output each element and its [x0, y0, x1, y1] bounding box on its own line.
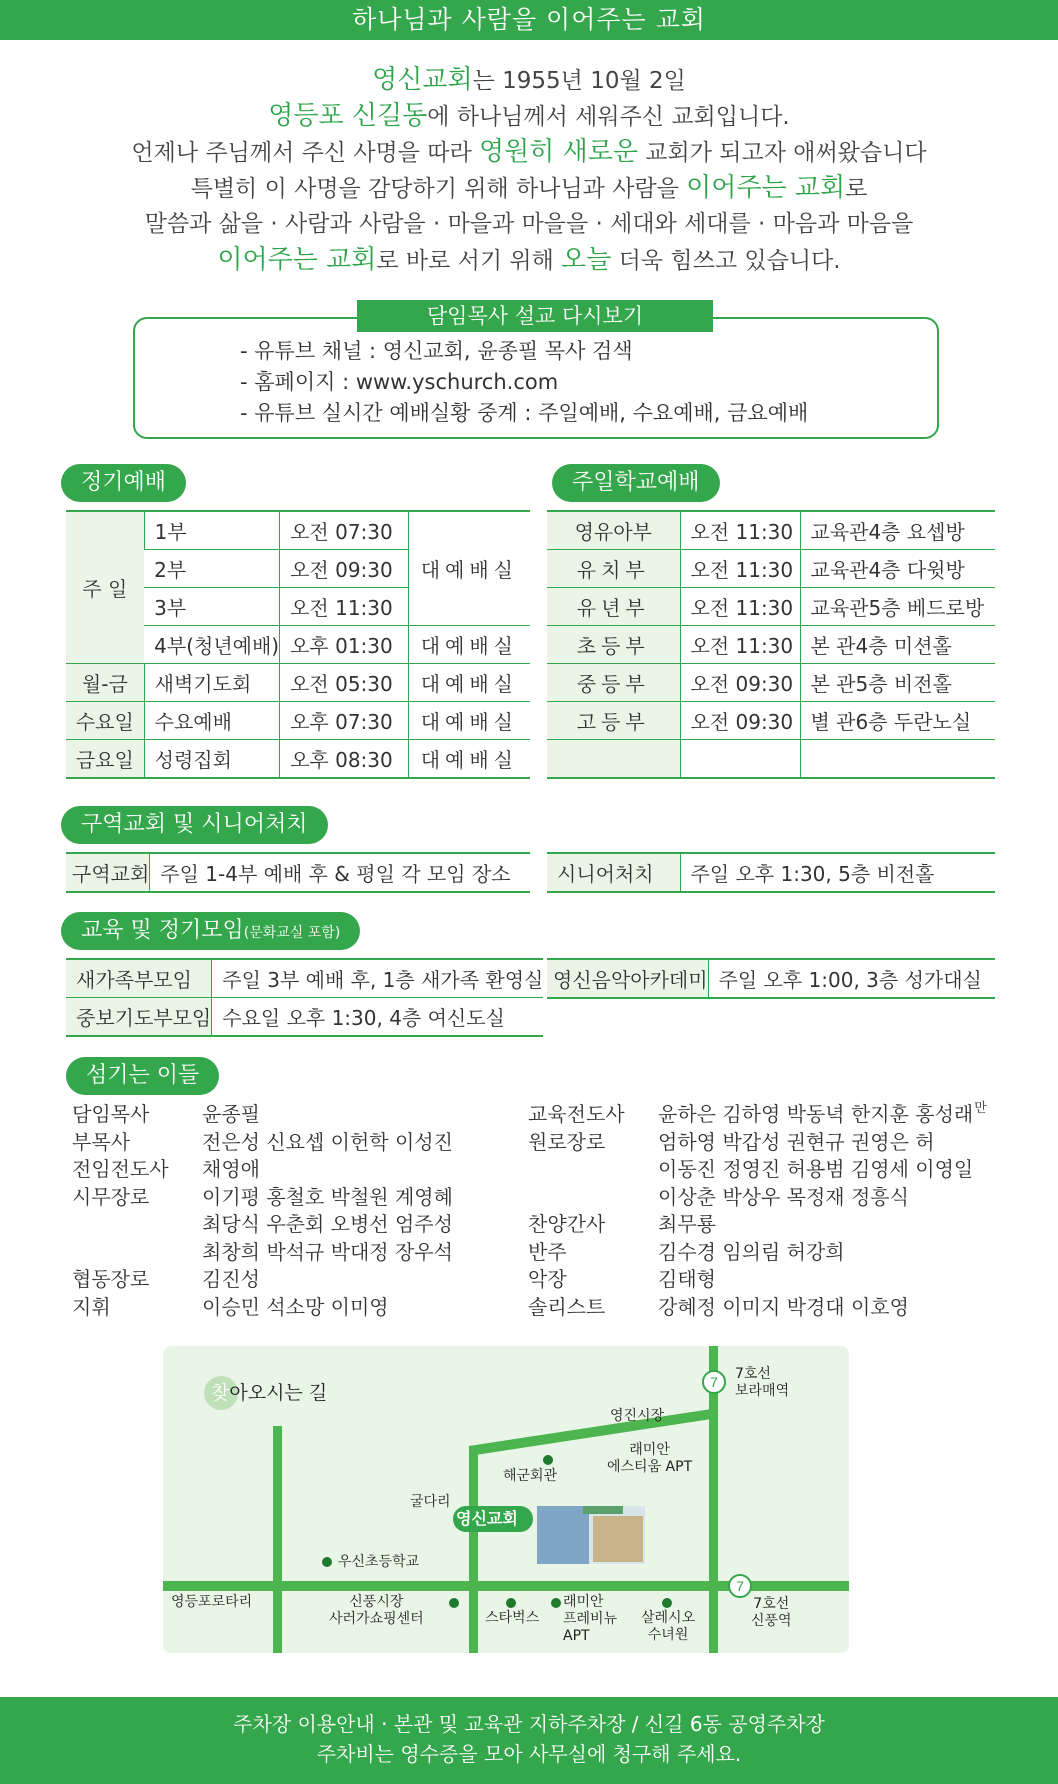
- market-dot: [449, 1598, 459, 1608]
- table-row: 새가족부모임 주일 3부 예배 후, 1층 새가족 환영실: [66, 959, 543, 998]
- parking-fee-info: 주차비는 영수증을 모아 사무실에 청구해 주세요.: [316, 1742, 742, 1766]
- intro-text: [0, 62, 1058, 278]
- table-row: 중보기도부모임 수요일 오후 1:30, 4층 여신도실: [66, 998, 543, 1037]
- servers-right-list: [528, 1101, 987, 1321]
- table-row: 주 일 1부 오전 07:30 대예배실: [66, 511, 530, 550]
- starbucks-dot: [506, 1598, 516, 1608]
- station-boramae-number: 7: [710, 1374, 718, 1390]
- servers-left-list: [72, 1101, 453, 1321]
- page-title-bar: [0, 0, 1058, 40]
- education-table: [66, 958, 543, 1037]
- sermon-lines: [240, 336, 808, 429]
- station-boramae-label: 7호선 보라매역: [735, 1366, 790, 1399]
- station-sinpung-label: 7호선 신풍역: [751, 1596, 792, 1629]
- salesio-dot: [662, 1598, 672, 1608]
- station-sinpung-number: 7: [736, 1578, 744, 1594]
- center-road: [469, 1446, 478, 1653]
- list-item: 전임전도사 채영애: [72, 1157, 260, 1181]
- list-item: 원로장로 엄하영 박갑성 권현규 권영은 허: [528, 1129, 935, 1154]
- academy-table: [547, 958, 995, 999]
- intro-line-4: 특별히 이 사명을 감당하기 위해 하나님과 사람을 이어주는 교회로: [190, 173, 868, 203]
- table-row: 수요일 수요예배 오후 07:30 대예배실: [66, 702, 530, 740]
- sermon-homepage: - 홈페이지 : www.yschurch.com: [240, 370, 559, 394]
- sunday-school-title: 주일학교예배: [552, 464, 720, 502]
- table-row: 초등부 오전 11:30 본 관4층 미션홀: [547, 626, 995, 664]
- table-row: 3부 오전 11:30: [66, 588, 530, 626]
- list-item: 부목사 전은성 신요셉 이헌학 이성진: [72, 1129, 453, 1154]
- sinpung-market-label: 신풍시장 사러가쇼핑센터: [329, 1594, 424, 1627]
- table-row: 2부 오전 09:30: [66, 550, 530, 588]
- intro-line-2: 영등포 신길동에 하나님께서 세워주신 교회입니다.: [268, 101, 790, 131]
- church-label: 영신교회: [456, 1509, 518, 1528]
- school-label: 우신초등학교: [338, 1554, 420, 1570]
- sunday-label: 주 일: [66, 511, 144, 664]
- list-item: 담임목사 윤종필: [72, 1102, 260, 1126]
- list-item: 솔리스트 강혜정 이미지 박경대 이호영: [528, 1294, 909, 1319]
- church-building: [537, 1506, 645, 1564]
- list-item: 반주 김수경 임의림 허강희: [528, 1239, 845, 1264]
- list-item: 최당식 우춘회 오병선 엄주성: [202, 1212, 453, 1236]
- salesio-label: 살레시오 수녀원: [641, 1610, 696, 1643]
- table-row: 유년부 오전 11:30 교육관5층 베드로방: [547, 588, 995, 626]
- table-row: 금요일 성령집회 오후 08:30 대예배실: [66, 740, 530, 779]
- sermon-title: 담임목사 설교 다시보기: [357, 300, 713, 332]
- raemian-previnew-label: 래미안 프레비뉴 APT: [563, 1594, 618, 1644]
- list-item: 시무장로 이기평 홍철호 박철원 계영혜: [72, 1184, 453, 1209]
- senior-table: [547, 852, 995, 893]
- school-dot: [322, 1557, 332, 1567]
- starbucks-label: 스타벅스: [485, 1610, 540, 1626]
- map-title: 찾아오시는 길: [211, 1382, 328, 1404]
- table-row: 고등부 오전 09:30 별 관6층 두란노실: [547, 702, 995, 740]
- list-item: 이동진 정영진 허용범 김영세 이영일: [658, 1157, 974, 1181]
- education-title: 교육 및 정기모임(문화교실 포함): [61, 912, 360, 950]
- list-item: 찬양간사 최무룡: [528, 1212, 716, 1236]
- parking-footer: [0, 1697, 1058, 1784]
- navy-hall-dot: [543, 1455, 553, 1465]
- sermon-live: - 유튜브 실시간 예배실황 중계 : 주일예배, 수요예배, 금요예배: [240, 401, 809, 425]
- table-row: 영신음악아카데미 주일 오후 1:00, 3층 성가대실: [547, 959, 995, 998]
- intro-line-5: 말씀과 삶을 · 사람과 사람을 · 마을과 마을을 · 세대와 세대를 · 마음과 마음을: [144, 211, 914, 237]
- raemian2-dot: [551, 1598, 561, 1608]
- market-label: 영진시장: [610, 1408, 665, 1424]
- regular-worship-title: 정기예배: [61, 464, 186, 502]
- district-table: [66, 852, 530, 893]
- table-row: 시니어처치 주일 오후 1:30, 5층 비전홀: [547, 853, 995, 892]
- table-row: 중등부 오전 09:30 본 관5층 비전홀: [547, 664, 995, 702]
- list-item: 이상춘 박상우 목정재 정흥식: [658, 1184, 909, 1209]
- table-row: 4부(청년예배) 오후 01:30 대예배실: [66, 626, 530, 664]
- list-item: 악장 김태형: [528, 1267, 716, 1291]
- table-row: 월-금 새벽기도회 오전 05:30 대예배실: [66, 664, 530, 702]
- table-row: 구역교회 주일 1-4부 예배 후 & 평일 각 모임 장소: [66, 853, 530, 892]
- navy-hall-label: 해군회관: [503, 1468, 558, 1484]
- list-item: 지휘 이승민 석소망 이미영: [72, 1294, 389, 1319]
- table-row: 유치부 오전 11:30 교육관4층 다윗방: [547, 550, 995, 588]
- sermon-youtube: - 유튜브 채널 : 영신교회, 윤종필 목사 검색: [240, 339, 633, 363]
- intro-line-1: 영신교회는 1955년 10월 2일: [372, 65, 686, 95]
- page-title: 하나님과 사람을 이어주는 교회: [352, 5, 706, 34]
- parking-info: 주차장 이용안내 · 본관 및 교육관 지하주차장 / 신길 6동 공영주차장: [233, 1712, 825, 1736]
- regular-worship-table: [66, 510, 530, 779]
- left-road: [273, 1426, 282, 1653]
- table-row: 영유아부 오전 11:30 교육관4층 요셉방: [547, 511, 995, 550]
- intro-line-6: 이어주는 교회로 바로 서기 위해 오늘 더욱 힘쓰고 있습니다.: [217, 245, 841, 275]
- table-row: [547, 740, 995, 779]
- list-item: 협동장로 김진성: [72, 1267, 260, 1291]
- servers-title: 섬기는 이들: [66, 1057, 219, 1095]
- rotary-label: 영등포로타리: [171, 1594, 253, 1610]
- list-item: 교육전도사 윤하은 김하영 박동녁 한지훈 홍성래 만: [528, 1101, 987, 1126]
- sunday-place: 대예배실: [408, 511, 530, 626]
- directions-map: [163, 1346, 849, 1653]
- underpass-label: 굴다리: [410, 1494, 451, 1510]
- list-item: 최창희 박석규 박대정 장우석: [202, 1239, 453, 1264]
- raemian-estium-label: 래미안 에스티움 APT: [607, 1442, 693, 1475]
- intro-line-3: 언제나 주님께서 주신 사명을 따라 영원히 새로운 교회가 되고자 애써왔습니다: [131, 137, 927, 167]
- sunday-school-table: [547, 510, 995, 779]
- district-title: 구역교회 및 시니어처치: [61, 806, 328, 844]
